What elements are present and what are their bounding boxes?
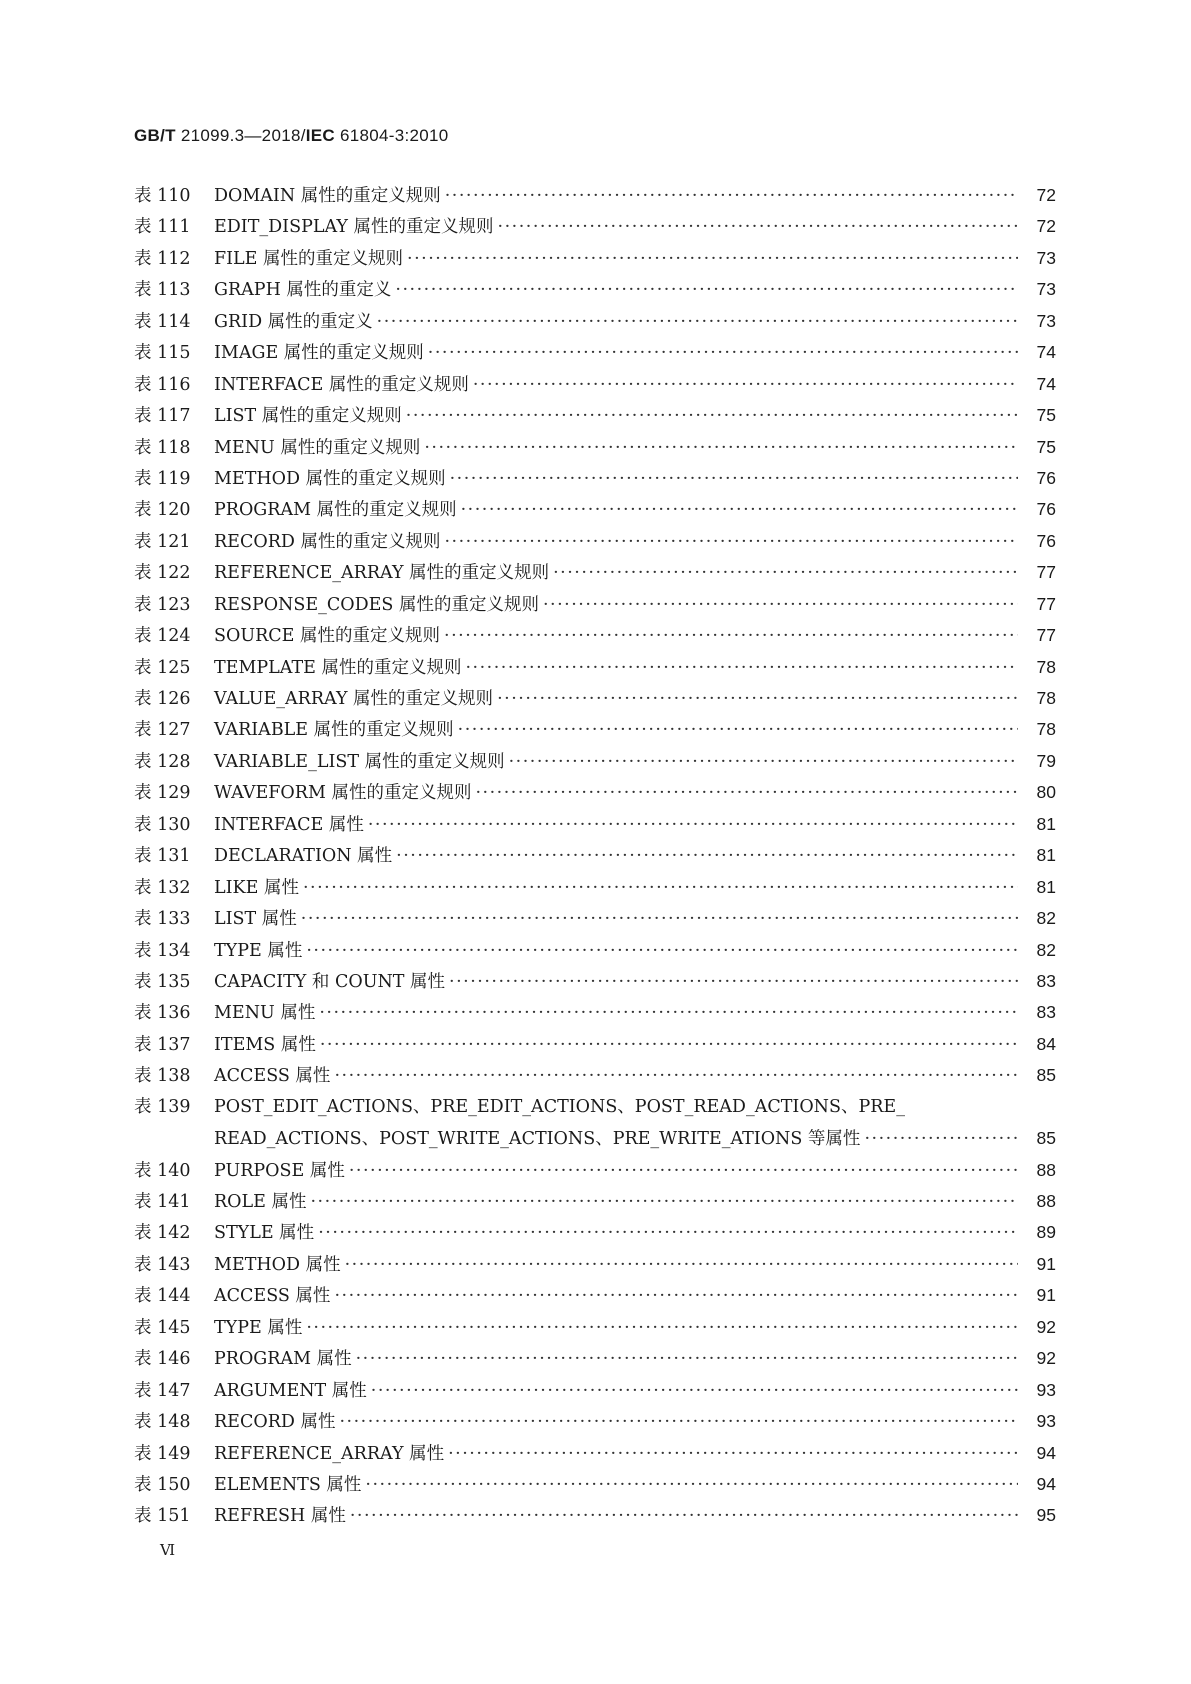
dot-leader [406, 401, 1018, 432]
toc-entry-page: 89 [1036, 1222, 1056, 1243]
toc-entry-label: 表 127 [134, 720, 191, 741]
toc-entry[interactable] [134, 463, 1056, 494]
dot-leader [461, 495, 1018, 526]
toc-entry-title: LIST 属性 [214, 909, 297, 930]
toc-entry-page: 81 [1036, 876, 1056, 897]
dot-leader [407, 244, 1018, 275]
toc-entry-title: POST_EDIT_ACTIONS、PRE_EDIT_ACTIONS、POST_READ_ACTIONS、PRE_ [214, 1096, 905, 1117]
toc-entry[interactable] [134, 1312, 1056, 1343]
toc-entry-title: RESPONSE_CODES 属性的重定义规则 [214, 594, 539, 615]
toc-entry[interactable] [134, 337, 1056, 368]
toc-entry-label: 表 149 [134, 1443, 191, 1464]
toc-entry-title: LIKE 属性 [214, 877, 299, 898]
toc-entry[interactable] [134, 840, 1056, 871]
toc-entry-title: VALUE_ARRAY 属性的重定义规则 [214, 689, 494, 709]
toc-entry[interactable] [134, 809, 1056, 840]
dot-leader [509, 747, 1018, 778]
toc-entry-label: 表 133 [134, 909, 191, 930]
dot-leader [306, 936, 1018, 967]
toc-entry-page: 92 [1036, 1316, 1056, 1337]
dot-leader [334, 1281, 1018, 1312]
toc-entry-page: 85 [1036, 1065, 1056, 1086]
toc-entry[interactable] [134, 935, 1056, 966]
toc-entry-title: TYPE 属性 [214, 940, 303, 961]
toc-entry-page: 74 [1036, 373, 1056, 394]
toc-entry-title: VARIABLE_LIST 属性的重定义规则 [214, 751, 505, 772]
dot-leader [350, 1501, 1018, 1532]
toc-entry-page: 79 [1036, 750, 1056, 771]
toc-entry-page: 76 [1036, 530, 1056, 551]
dot-leader [444, 621, 1018, 652]
table-of-contents [134, 180, 1056, 1532]
toc-entry[interactable] [134, 494, 1056, 525]
toc-entry-title: GRID 属性的重定义 [214, 311, 373, 332]
dot-leader [365, 1470, 1018, 1501]
toc-entry-label: 表 118 [134, 437, 191, 458]
dot-leader [543, 590, 1018, 621]
toc-entry-title: STYLE 属性 [214, 1223, 315, 1244]
toc-entry[interactable] [134, 777, 1056, 808]
dot-leader [301, 904, 1018, 935]
dot-leader [318, 1218, 1018, 1249]
toc-entry-label: 表 143 [134, 1254, 191, 1275]
toc-entry-title: DOMAIN 属性的重定义规则 [214, 186, 441, 206]
std-code: GB/T [134, 126, 176, 145]
toc-entry[interactable] [134, 1092, 1056, 1123]
dot-leader [396, 841, 1018, 872]
toc-entry-title: REFERENCE_ARRAY 属性 [214, 1443, 445, 1464]
toc-entry-title: PURPOSE 属性 [214, 1160, 345, 1181]
toc-entry[interactable] [134, 903, 1056, 934]
toc-entry[interactable] [134, 400, 1056, 431]
std-number: 21099.3—2018/ [175, 126, 306, 145]
toc-entry-title: FILE 属性的重定义规则 [214, 248, 404, 269]
toc-entry-page: 74 [1036, 342, 1056, 363]
dot-leader [395, 275, 1018, 306]
toc-entry[interactable] [134, 872, 1056, 903]
toc-entry-label: 表 128 [134, 751, 191, 772]
toc-entry[interactable] [134, 1343, 1056, 1374]
toc-entry-label: 表 135 [134, 971, 191, 992]
toc-entry-label: 表 121 [134, 531, 191, 552]
toc-entry-title: DECLARATION 属性 [214, 846, 393, 867]
dot-leader [864, 1124, 1018, 1155]
toc-entry[interactable] [134, 1500, 1056, 1531]
toc-entry[interactable] [134, 211, 1056, 242]
toc-entry-title: RECORD 属性的重定义规则 [214, 531, 441, 552]
toc-entry[interactable] [134, 652, 1056, 683]
dot-leader [424, 433, 1018, 464]
toc-entry-page: 93 [1036, 1411, 1056, 1432]
toc-entry-page: 76 [1036, 467, 1056, 488]
toc-entry-label: 表 137 [134, 1034, 191, 1055]
toc-entry-label: 表 138 [134, 1066, 191, 1087]
dot-leader [368, 810, 1018, 841]
toc-entry[interactable] [134, 369, 1056, 400]
toc-entry-title: REFERENCE_ARRAY 属性的重定义规则 [214, 563, 550, 584]
toc-entry-label: 表 147 [134, 1380, 191, 1401]
toc-entry-page: 95 [1036, 1505, 1056, 1526]
toc-entry-title: GRAPH 属性的重定义 [214, 280, 392, 301]
iec-number: 61804-3:2010 [334, 126, 449, 145]
toc-entry-page: 77 [1036, 625, 1056, 646]
toc-entry-label: 表 122 [134, 563, 191, 584]
toc-entry[interactable] [134, 306, 1056, 337]
dot-leader [450, 464, 1018, 495]
toc-entry-page: 82 [1036, 908, 1056, 929]
toc-entry-page: 82 [1036, 939, 1056, 960]
toc-entry-page: 81 [1036, 813, 1056, 834]
toc-entry-label: 表 116 [134, 374, 191, 395]
toc-entry-title: VARIABLE 属性的重定义规则 [214, 720, 454, 741]
toc-entry[interactable] [134, 746, 1056, 777]
toc-entry-page: 85 [1036, 1128, 1056, 1149]
toc-entry-label: 表 126 [134, 689, 191, 709]
toc-entry-page: 92 [1036, 1348, 1056, 1369]
toc-entry-page: 88 [1036, 1159, 1056, 1180]
toc-entry[interactable] [134, 1155, 1056, 1186]
toc-entry-page: 73 [1036, 310, 1056, 331]
dot-leader [319, 998, 1018, 1029]
toc-entry-page: 77 [1036, 562, 1056, 583]
dot-leader [371, 1376, 1018, 1407]
dot-leader [334, 1061, 1018, 1092]
toc-entry-label: 表 142 [134, 1223, 191, 1244]
toc-entry[interactable] [134, 243, 1056, 274]
toc-entry-title: INTERFACE 属性 [214, 814, 364, 835]
toc-entry-label: 表 131 [134, 846, 191, 867]
toc-entry-label: 表 140 [134, 1160, 191, 1181]
toc-entry-page: 73 [1036, 279, 1056, 300]
toc-entry-title: REFRESH 属性 [214, 1506, 346, 1527]
dot-leader [458, 715, 1018, 746]
toc-entry-page: 83 [1036, 970, 1056, 991]
toc-entry-title: MENU 属性的重定义规则 [214, 437, 421, 458]
toc-entry-title: ELEMENTS 属性 [214, 1474, 362, 1495]
toc-entry-page: 75 [1036, 436, 1056, 457]
toc-entry-title: SOURCE 属性的重定义规则 [214, 626, 440, 647]
dot-leader [377, 307, 1018, 338]
toc-entry-label: 表 123 [134, 594, 191, 615]
toc-entry-page: 78 [1036, 688, 1056, 708]
toc-entry-label: 表 144 [134, 1286, 191, 1307]
toc-entry[interactable] [134, 997, 1056, 1028]
toc-entry[interactable] [134, 1029, 1056, 1060]
toc-entry-title: EDIT_DISPLAY 属性的重定义规则 [214, 217, 494, 238]
toc-entry-title: ARGUMENT 属性 [214, 1380, 367, 1401]
dot-leader [306, 1313, 1018, 1344]
toc-entry[interactable] [134, 1406, 1056, 1437]
dot-leader [356, 1344, 1018, 1375]
toc-entry-label: 表 112 [134, 248, 191, 269]
toc-entry-label: 表 136 [134, 1003, 191, 1024]
toc-entry-title: IMAGE 属性的重定义规则 [214, 343, 424, 364]
toc-entry-page: 78 [1036, 719, 1056, 740]
document-header [134, 126, 449, 146]
toc-entry-page: 73 [1036, 247, 1056, 268]
toc-entry[interactable] [134, 1469, 1056, 1500]
toc-entry[interactable] [134, 1249, 1056, 1280]
toc-entry[interactable] [134, 180, 1056, 211]
toc-entry-title-continued: READ_ACTIONS、POST_WRITE_ACTIONS、PRE_WRITE_ATIONS 等属性 [214, 1129, 861, 1150]
toc-entry[interactable] [134, 274, 1056, 305]
dot-leader [320, 1030, 1018, 1061]
toc-entry-title: ACCESS 属性 [214, 1066, 331, 1087]
toc-entry[interactable] [134, 966, 1056, 997]
toc-entry-page: 80 [1036, 782, 1056, 803]
toc-entry-page: 78 [1036, 656, 1056, 677]
page-number-footer: Ⅵ [160, 1541, 176, 1559]
toc-entry-title: INTERFACE 属性的重定义规则 [214, 374, 469, 395]
toc-entry-page: 84 [1036, 1033, 1056, 1054]
toc-entry-page: 81 [1036, 845, 1056, 866]
toc-entry-page: 91 [1036, 1285, 1056, 1306]
toc-entry-label: 表 125 [134, 657, 191, 678]
toc-entry-title: ACCESS 属性 [214, 1286, 331, 1307]
dot-leader [465, 653, 1018, 684]
dot-leader [444, 527, 1018, 558]
toc-entry-title: TEMPLATE 属性的重定义规则 [214, 657, 462, 678]
dot-leader [303, 873, 1018, 904]
toc-entry-title: WAVEFORM 属性的重定义规则 [214, 783, 472, 804]
toc-entry-title: ITEMS 属性 [214, 1034, 316, 1055]
toc-entry-title: RECORD 属性 [214, 1412, 336, 1433]
toc-entry[interactable] [134, 1438, 1056, 1469]
toc-entry-title: ROLE 属性 [214, 1192, 307, 1212]
toc-entry[interactable] [134, 589, 1056, 620]
dot-leader [345, 1250, 1018, 1281]
toc-entry-label: 表 129 [134, 783, 191, 804]
toc-entry[interactable] [134, 1060, 1056, 1091]
toc-entry-title: METHOD 属性 [214, 1254, 341, 1275]
toc-entry[interactable] [134, 1217, 1056, 1248]
toc-entry-label: 表 124 [134, 626, 191, 647]
toc-entry[interactable] [134, 1280, 1056, 1311]
toc-entry[interactable] [134, 683, 1056, 714]
toc-entry-label: 表 145 [134, 1317, 191, 1338]
toc-entry-label: 表 132 [134, 877, 191, 898]
toc-entry-continuation[interactable] [134, 1123, 1056, 1154]
toc-entry[interactable] [134, 1186, 1056, 1217]
toc-entry[interactable] [134, 526, 1056, 557]
toc-entry-page: 77 [1036, 593, 1056, 614]
toc-entry[interactable] [134, 714, 1056, 745]
toc-entry-label: 表 110 [134, 186, 191, 206]
toc-entry-page: 83 [1036, 1002, 1056, 1023]
toc-entry-label: 表 130 [134, 814, 191, 835]
toc-entry-page: 72 [1036, 216, 1056, 237]
toc-entry-page: 75 [1036, 405, 1056, 426]
dot-leader [310, 1187, 1018, 1218]
dot-leader [449, 967, 1018, 998]
toc-entry-label: 表 150 [134, 1474, 191, 1495]
toc-entry-label: 表 141 [134, 1192, 191, 1212]
toc-entry-label: 表 113 [134, 280, 191, 301]
dot-leader [497, 684, 1018, 715]
toc-entry-page: 72 [1036, 185, 1056, 205]
toc-entry-label: 表 146 [134, 1349, 191, 1370]
dot-leader [339, 1407, 1018, 1438]
toc-entry[interactable] [134, 432, 1056, 463]
toc-entry-label: 表 134 [134, 940, 191, 961]
iec-code: IEC [305, 126, 335, 145]
toc-entry-label: 表 139 [134, 1096, 191, 1117]
toc-entry-page: 93 [1036, 1379, 1056, 1400]
dot-leader [428, 338, 1018, 369]
toc-entry[interactable] [134, 620, 1056, 651]
toc-entry-page: 88 [1036, 1191, 1056, 1211]
toc-entry-label: 表 119 [134, 468, 191, 489]
dot-leader [473, 370, 1018, 401]
toc-entry-title: MENU 属性 [214, 1003, 316, 1024]
toc-entry[interactable] [134, 1375, 1056, 1406]
toc-entry-page: 94 [1036, 1442, 1056, 1463]
toc-entry-label: 表 151 [134, 1506, 191, 1527]
toc-entry-title: PROGRAM 属性 [214, 1349, 352, 1370]
toc-entry[interactable] [134, 557, 1056, 588]
toc-entry-label: 表 148 [134, 1412, 191, 1433]
dot-leader [448, 1439, 1018, 1470]
dot-leader [498, 212, 1018, 243]
toc-entry-label: 表 120 [134, 500, 191, 521]
toc-entry-title: LIST 属性的重定义规则 [214, 406, 402, 427]
toc-entry-title: PROGRAM 属性的重定义规则 [214, 500, 457, 521]
toc-entry-title: TYPE 属性 [214, 1317, 303, 1338]
dot-leader [475, 778, 1018, 809]
toc-entry-label: 表 114 [134, 311, 191, 332]
dot-leader [349, 1156, 1018, 1187]
toc-entry-page: 76 [1036, 499, 1056, 520]
toc-entry-label: 表 115 [134, 343, 191, 364]
toc-entry-label: 表 117 [134, 406, 191, 427]
dot-leader [553, 558, 1018, 589]
dot-leader [445, 181, 1018, 212]
toc-entry-title: CAPACITY 和 COUNT 属性 [214, 971, 446, 992]
toc-entry-page: 91 [1036, 1253, 1056, 1274]
toc-entry-page: 94 [1036, 1473, 1056, 1494]
toc-entry-label: 表 111 [134, 217, 191, 238]
toc-entry-title: METHOD 属性的重定义规则 [214, 468, 446, 489]
